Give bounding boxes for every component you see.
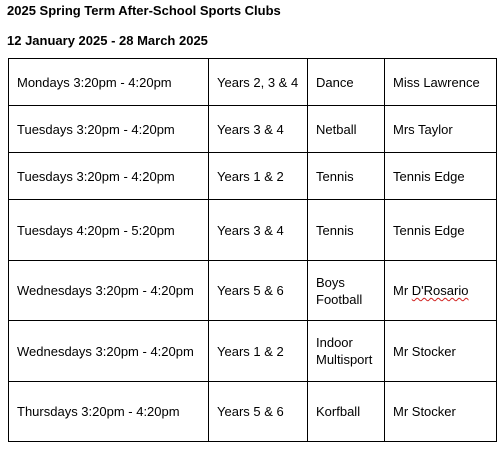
club-name-cell: Dance [308,59,385,106]
club-name-cell [308,261,385,321]
year-groups-cell: Years 3 & 4 [209,200,308,261]
year-groups-cell: Years 5 & 6 [209,261,308,321]
club-name-line: Football [316,291,363,307]
sports-clubs-table [8,58,497,442]
coach-cell: Mr Stocker [385,382,497,442]
coach-cell [385,261,497,321]
document-title: 2025 Spring Term After-School Sports Clubs [7,3,281,18]
club-name-cell: Korfball [308,382,385,442]
coach-cell: Tennis Edge [385,200,497,261]
spellcheck-flagged-word[interactable]: D'Rosario [411,283,469,298]
coach-cell: Tennis Edge [385,153,497,200]
coach-cell: Mr Stocker [385,321,497,382]
session-time-cell: Thursdays 3:20pm - 4:20pm [9,382,209,442]
table-row [9,200,497,261]
table-row [9,321,497,382]
club-name-cell: Netball [308,106,385,153]
session-time-cell: Tuesdays 3:20pm - 4:20pm [9,153,209,200]
year-groups-cell: Years 2, 3 & 4 [209,59,308,106]
term-dates: 12 January 2025 - 28 March 2025 [7,33,208,48]
table-row [9,59,497,106]
club-name-cell: Tennis [308,200,385,261]
coach-cell: Miss Lawrence [385,59,497,106]
club-name-line: Indoor [316,335,353,350]
club-name-cell [308,321,385,382]
year-groups-cell: Years 5 & 6 [209,382,308,442]
club-name-cell: Tennis [308,153,385,200]
coach-name-prefix: Mr [393,283,412,298]
coach-cell: Mrs Taylor [385,106,497,153]
session-time-cell: Mondays 3:20pm - 4:20pm [9,59,209,106]
club-name-line: Boys [316,274,345,290]
club-name-line: Multisport [316,352,373,367]
year-groups-cell: Years 1 & 2 [209,321,308,382]
table-row [9,106,497,153]
year-groups-cell: Years 3 & 4 [209,106,308,153]
table-row [9,382,497,442]
year-groups-cell: Years 1 & 2 [209,153,308,200]
session-time-cell: Wednesdays 3:20pm - 4:20pm [9,261,209,321]
table-row [9,261,497,321]
session-time-cell: Wednesdays 3:20pm - 4:20pm [9,321,209,382]
session-time-cell: Tuesdays 3:20pm - 4:20pm [9,106,209,153]
table-row [9,153,497,200]
session-time-cell: Tuesdays 4:20pm - 5:20pm [9,200,209,261]
